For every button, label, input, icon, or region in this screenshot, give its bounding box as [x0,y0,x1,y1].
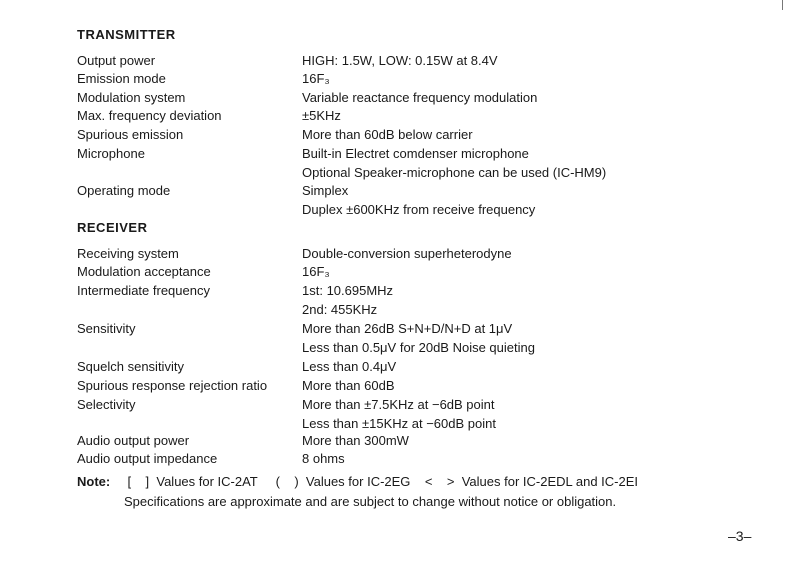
spec-value: Variable reactance frequency modulation [302,90,538,105]
spec-label: Audio output power [77,433,190,448]
spec-value: Less than 0.4μV [302,359,397,374]
edge-mark [782,0,783,10]
spec-row-modulation-system [0,90,793,109]
spec-row-max-deviation [0,108,793,127]
spec-row-squelch-sensitivity [0,359,793,378]
spec-value: Built-in Electret comdenser microphone [302,146,529,161]
spec-label: Modulation acceptance [77,264,211,279]
spec-row-output-power [0,53,793,72]
spec-value: Less than ±15KHz at −60dB point [302,416,496,431]
note-label: Note: [77,474,111,489]
page-number: –3– [728,528,752,544]
note-legend-text: [ ] Values for IC-2AT ( ) Values for IC-2EG < > Values for IC-2EDL and IC-2EI [127,474,639,489]
spec-label: Emission mode [77,71,166,86]
spec-row-operating-mode [0,183,793,202]
spec-row-receiving-system [0,246,793,265]
spec-row-sensitivity [0,321,793,340]
spec-value: 16F₃ [302,264,330,279]
note-disclaimer: Specifications are approximate and are subject to change without notice or obligation. [124,494,617,509]
spec-label: Operating mode [77,183,171,198]
spec-label: Squelch sensitivity [77,359,184,374]
receiver-heading: RECEIVER [77,220,148,235]
note-block [77,474,777,509]
spec-label: Intermediate frequency [77,283,210,298]
spec-row-intermediate-frequency-cont [0,302,793,321]
spec-value: 1st: 10.695MHz [302,283,394,298]
spec-value: More than ±7.5KHz at −6dB point [302,397,495,412]
spec-value: Less than 0.5μV for 20dB Noise quieting [302,340,535,355]
spec-row-microphone [0,146,793,165]
spec-row-modulation-acceptance [0,264,793,283]
spec-row-spurious-emission [0,127,793,146]
spec-value: 8 ohms [302,451,345,466]
spec-label: Sensitivity [77,321,136,336]
note-line [77,474,777,493]
spec-value: 2nd: 455KHz [302,302,378,317]
spec-row-operating-mode-cont [0,202,793,221]
spec-value: More than 60dB [302,378,395,393]
spec-value: Duplex ±600KHz from receive frequency [302,202,536,217]
spec-label: Modulation system [77,90,186,105]
spec-value: Simplex [302,183,349,198]
spec-value: 16F₃ [302,71,330,86]
spec-value: More than 26dB S+N+D/N+D at 1μV [302,321,513,336]
spec-row-spurious-rejection [0,378,793,397]
spec-label: Max. frequency deviation [77,108,222,123]
spec-label: Selectivity [77,397,136,412]
spec-value: More than 300mW [302,433,409,448]
spec-row-audio-output-impedance [0,451,793,470]
spec-label: Output power [77,53,156,68]
spec-label: Audio output impedance [77,451,218,466]
spec-value: More than 60dB below carrier [302,127,473,142]
spec-label: Microphone [77,146,145,161]
spec-label: Spurious response rejection ratio [77,378,268,393]
spec-label: Receiving system [77,246,179,261]
spec-label: Spurious emission [77,127,184,142]
spec-value: ±5KHz [302,108,341,123]
spec-row-selectivity [0,397,793,416]
spec-value: HIGH: 1.5W, LOW: 0.15W at 8.4V [302,53,498,68]
spec-row-emission-mode [0,71,793,90]
spec-value: Optional Speaker-microphone can be used (IC-HM9) [302,165,607,180]
spec-row-audio-output-power [0,433,793,452]
spec-row-microphone-cont [0,165,793,184]
spec-value: Double-conversion superheterodyne [302,246,512,261]
spec-row-sensitivity-cont [0,340,793,359]
transmitter-heading: TRANSMITTER [77,27,176,42]
spec-row-intermediate-frequency [0,283,793,302]
